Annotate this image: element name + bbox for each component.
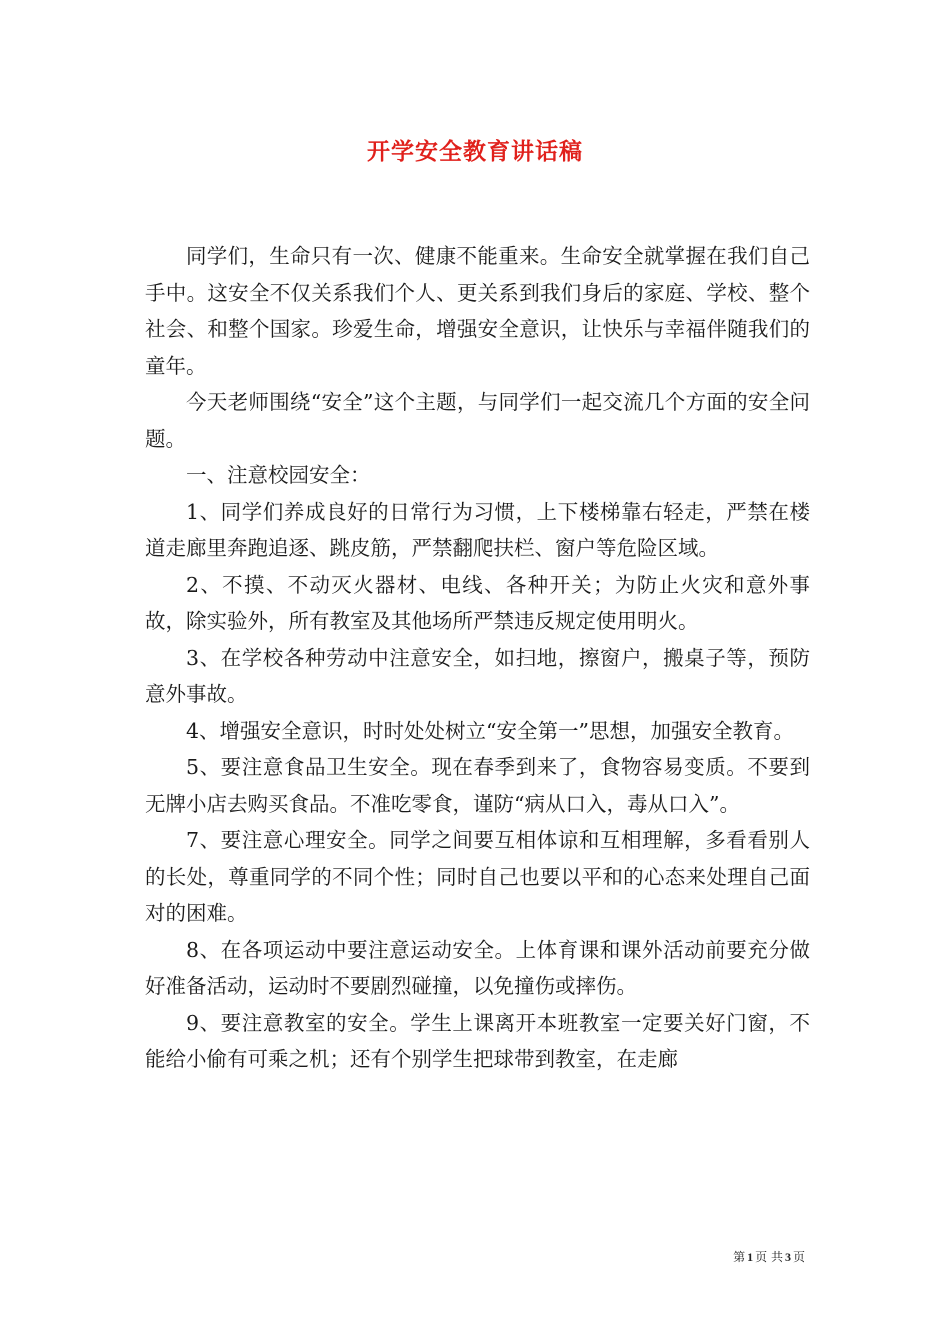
paragraph-item-2: 2、不摸、不动灭火器材、电线、各种开关；为防止火灾和意外事故，除实验外，所有教室及其他场所严禁违反规定使用明火。 xyxy=(145,572,810,633)
footer-suffix: 页 xyxy=(792,1250,805,1264)
section-heading-campus-safety: 一、注意校园安全： xyxy=(186,463,371,487)
paragraph-item-1: 1、同学们养成良好的日常行为习惯，上下楼梯靠右轻走，严禁在楼道走廊里奔跑追逐、跳皮筋，严禁翻爬扶栏、窗户等危险区域。 xyxy=(145,499,810,560)
paragraph-item-4: 4、增强安全意识，时时处处树立“安全第一”思想，加强安全教育。 xyxy=(186,718,795,743)
document-body xyxy=(145,238,810,1078)
paragraph-topic: 今天老师围绕“安全”这个主题，与同学们一起交流几个方面的安全问题。 xyxy=(145,390,810,451)
page-number-footer xyxy=(733,1248,805,1265)
total-pages-number: 3 xyxy=(784,1250,791,1264)
paragraph-item-5: 5、要注意食品卫生安全。现在春季到来了，食物容易变质。不要到无牌小店去购买食品。不准吃零食，谨防“病从口入，毒从口入”。 xyxy=(145,755,810,816)
paragraph-intro: 同学们，生命只有一次、健康不能重来。生命安全就掌握在我们自己手中。这安全不仅关系我们个人、更关系到我们身后的家庭、学校、整个社会、和整个国家。珍爱生命，增强安全意识，让快乐与幸福伴随我们的童年。 xyxy=(145,244,810,378)
paragraph-item-7: 7、要注意心理安全。同学之间要互相体谅和互相理解，多看看别人的长处，尊重同学的不同个性；同时自己也要以平和的心态来处理自己面对的困难。 xyxy=(145,828,810,925)
footer-prefix: 第 xyxy=(733,1250,746,1264)
paragraph-item-3: 3、在学校各种劳动中注意安全，如扫地，擦窗户，搬桌子等，预防意外事故。 xyxy=(145,645,810,706)
paragraph-item-9: 9、要注意教室的安全。学生上课离开本班教室一定要关好门窗，不能给小偷有可乘之机；还有个别学生把球带到教室，在走廊 xyxy=(145,1010,810,1071)
document-title: 开学安全教育讲话稿 xyxy=(367,138,583,165)
current-page-number: 1 xyxy=(747,1250,754,1264)
paragraph-item-8: 8、在各项运动中要注意运动安全。上体育课和课外活动前要充分做好准备活动，运动时不要剧烈碰撞，以免撞伤或摔伤。 xyxy=(145,937,810,998)
footer-middle: 页 共 xyxy=(755,1250,783,1264)
